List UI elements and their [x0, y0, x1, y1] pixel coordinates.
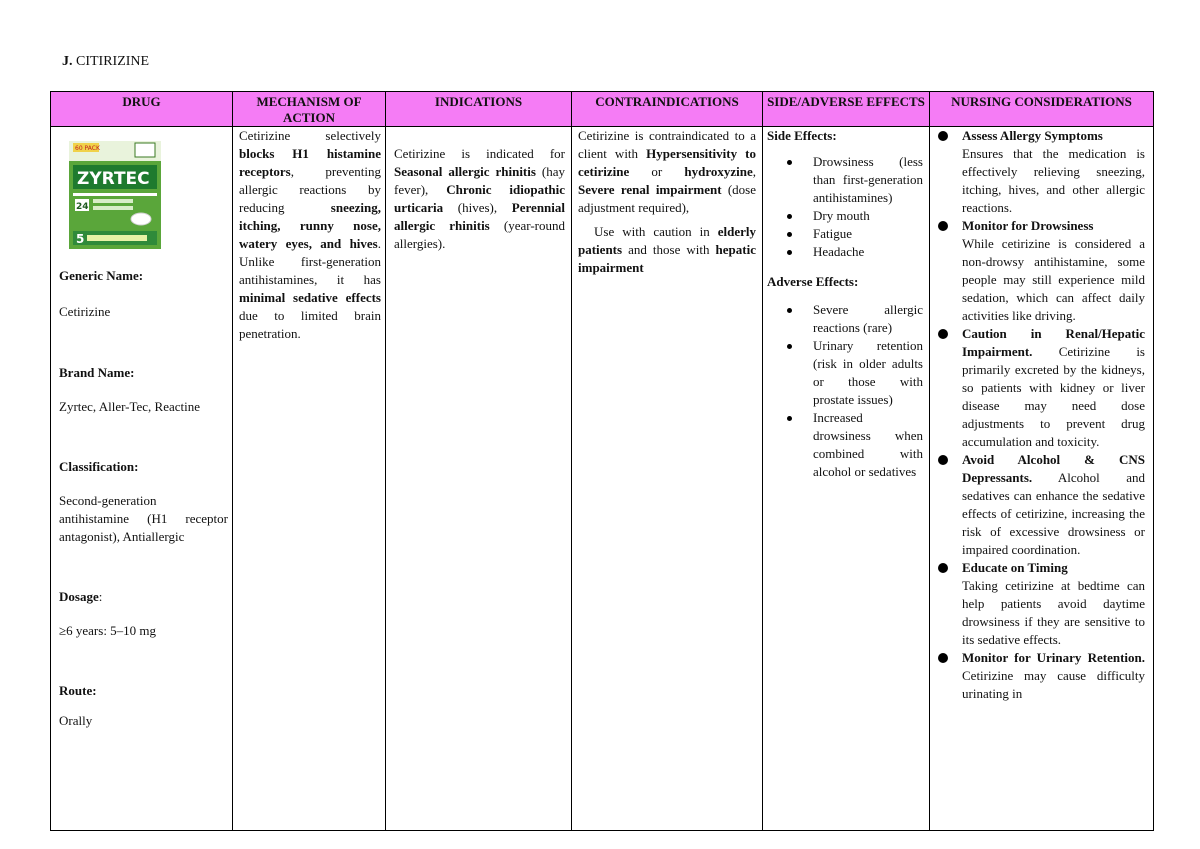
mechanism-part: , preventing allergic reactions by reducing [239, 164, 381, 215]
contra-bold: Hypersensitivity to cetirizine [578, 146, 756, 179]
nursing-title: Monitor for Drowsiness [962, 218, 1094, 233]
dosage-colon: : [98, 589, 103, 604]
list-item [763, 337, 929, 409]
list-item [763, 409, 929, 481]
contra-part: and those with [622, 242, 716, 257]
nursing-title: Caution in Renal/Hepatic Impairment. [962, 326, 1145, 359]
generic-name-value: Cetirizine [59, 304, 111, 319]
brand-name-label: Brand Name: [59, 365, 135, 380]
mechanism-cell [233, 127, 386, 831]
nursing-text: Cetirizine may cause difficulty urinating in [962, 668, 1145, 701]
list-item [763, 153, 929, 207]
bullet-icon [938, 653, 948, 663]
dosage-label [59, 588, 228, 606]
mechanism-part: Cetirizine selectively [239, 128, 381, 143]
nursing-title: Educate on Timing [962, 560, 1068, 575]
package-badge: 60 PACK [75, 145, 100, 152]
nursing-title: Monitor for Urinary Retention. [962, 650, 1145, 665]
bullet-icon [787, 308, 792, 313]
contra-bold: Severe renal impairment [578, 182, 722, 197]
header-drug: DRUG [51, 92, 233, 127]
effects-cell [763, 127, 930, 831]
bullet-icon [938, 131, 948, 141]
list-item [930, 127, 1145, 217]
side-effects-list [763, 153, 929, 261]
mechanism-part: due to limited brain penetration. [239, 308, 381, 341]
nursing-title: Avoid Alcohol & CNS Depressants. [962, 452, 1145, 485]
header-mechanism: MECHANISM OF ACTION [233, 92, 386, 127]
nursing-text: Alcohol and sedatives can enhance the sedative effects of cetirizine, increasing the risk of excessive drowsiness or impaired coordination. [962, 470, 1145, 557]
header-contraindications: CONTRAINDICATIONS [572, 92, 763, 127]
list-item [930, 217, 1145, 325]
nursing-cell [930, 127, 1154, 831]
header-effects: SIDE/ADVERSE EFFECTS [763, 92, 930, 127]
mechanism-text [233, 127, 385, 343]
section-name: CITIRIZINE [76, 54, 150, 69]
dosage-label-text: Dosage [59, 589, 99, 604]
header-indications: INDICATIONS [386, 92, 572, 127]
header-nursing: NURSING CONSIDERATIONS [930, 92, 1154, 127]
indications-part: (hives), [443, 200, 512, 215]
side-effect-text: Dry mouth [813, 208, 870, 223]
dosage-value: ≥6 years: 5–10 mg [59, 623, 157, 638]
indications-part: (year-round allergies). [394, 218, 565, 251]
nursing-text: While cetirizine is considered a non-drowsy antihistamine, some people may still experience mild sedation, which can affect daily activities like driving. [962, 236, 1145, 323]
contra-bold: elderly patients [578, 224, 756, 257]
contraindications-text [572, 127, 762, 217]
classification-label: Classification: [59, 459, 139, 474]
generic-name-label: Generic Name: [59, 268, 144, 283]
classification-value: Second-generation antihistamine (H1 receptor antagonist), Antiallergic [59, 493, 228, 544]
list-item [763, 225, 929, 243]
list-item [930, 325, 1145, 451]
route-value: Orally [59, 713, 93, 728]
indications-text [386, 145, 571, 253]
adverse-effects-label: Adverse Effects: [767, 274, 859, 289]
package-brand-text: ZYRTEC [77, 169, 150, 189]
nursing-text: Ensures that the medication is effectively relieving sneezing, itching, hives, and other allergic reactions. [962, 146, 1145, 215]
header-row [51, 92, 1154, 127]
indications-part: Cetirizine is indicated for [394, 146, 565, 161]
mechanism-bold: minimal sedative effects [239, 290, 381, 305]
bullet-icon [787, 250, 792, 255]
drug-card-table [50, 91, 1154, 831]
indications-cell [386, 127, 572, 831]
side-effect-text: Headache [813, 244, 865, 259]
indications-part: (hay fever), [394, 164, 566, 197]
adverse-effect-text: Increased drowsiness when combined with alcohol or sedatives [813, 410, 923, 479]
bullet-icon [938, 455, 948, 465]
contra-part: Cetirizine is contraindicated to a client with [578, 128, 756, 161]
bullet-icon [787, 214, 792, 219]
list-item [763, 243, 929, 261]
list-item [930, 559, 1145, 649]
nursing-text: Taking cetirizine at bedtime can help patients avoid daytime drowsiness if they are sensitive to its sedative effects. [962, 578, 1145, 647]
content-row [51, 127, 1154, 831]
bullet-icon [787, 344, 792, 349]
package-bottom: 5 [76, 232, 85, 246]
bullet-icon [787, 232, 792, 237]
list-item [763, 207, 929, 225]
package-count: 24 [76, 202, 89, 212]
drug-cell [51, 127, 233, 831]
adverse-effect-text: Severe allergic reactions (rare) [813, 302, 923, 335]
list-item [763, 301, 929, 337]
brand-name-value: Zyrtec, Aller-Tec, Reactine [59, 399, 201, 414]
contra-part: , [752, 164, 756, 179]
indications-bold: Chronic idiopathic urticaria [394, 182, 566, 215]
side-effect-text: Drowsiness (less than first-generation antihistamines) [813, 154, 923, 205]
contraindications-caution [572, 223, 762, 277]
nursing-text: Cetirizine is primarily excreted by the kidneys, so patients with kidney or liver disease may need dose adjustments to prevent drug accumulation and toxicity. [962, 344, 1145, 449]
section-title [62, 54, 149, 70]
contra-bold: hepatic impairment [578, 242, 756, 275]
bullet-icon [938, 329, 948, 339]
bullet-icon [938, 563, 948, 573]
nursing-list [930, 127, 1153, 703]
indications-bold: Perennial allergic rhinitis [394, 200, 565, 233]
route-label: Route: [59, 683, 97, 698]
indications-bold: Seasonal allergic rhinitis [394, 164, 536, 179]
bullet-icon [938, 221, 948, 231]
contraindications-cell [572, 127, 763, 831]
adverse-effects-list [763, 301, 929, 481]
mechanism-bold: sneezing, itching, runny nose, watery eyes, and hives [239, 200, 381, 251]
contra-part: Use with caution in [594, 224, 718, 239]
nursing-title: Assess Allergy Symptoms [962, 128, 1103, 143]
list-item [930, 649, 1145, 703]
bullet-icon [787, 416, 792, 421]
drug-package-image [63, 135, 167, 255]
mechanism-part: . Unlike first-generation antihistamines, it has [239, 236, 381, 287]
section-letter: J. [62, 54, 73, 69]
contra-part: or [629, 164, 685, 179]
adverse-effect-text: Urinary retention (risk in older adults or those with prostate issues) [813, 338, 923, 407]
contra-part: (dose adjustment required), [578, 182, 756, 215]
list-item [930, 451, 1145, 559]
mechanism-bold: blocks H1 histamine receptors [239, 146, 381, 179]
bullet-icon [787, 160, 792, 165]
side-effect-text: Fatigue [813, 226, 852, 241]
contra-bold: hydroxyzine [684, 164, 753, 179]
side-effects-label: Side Effects: [767, 128, 837, 143]
